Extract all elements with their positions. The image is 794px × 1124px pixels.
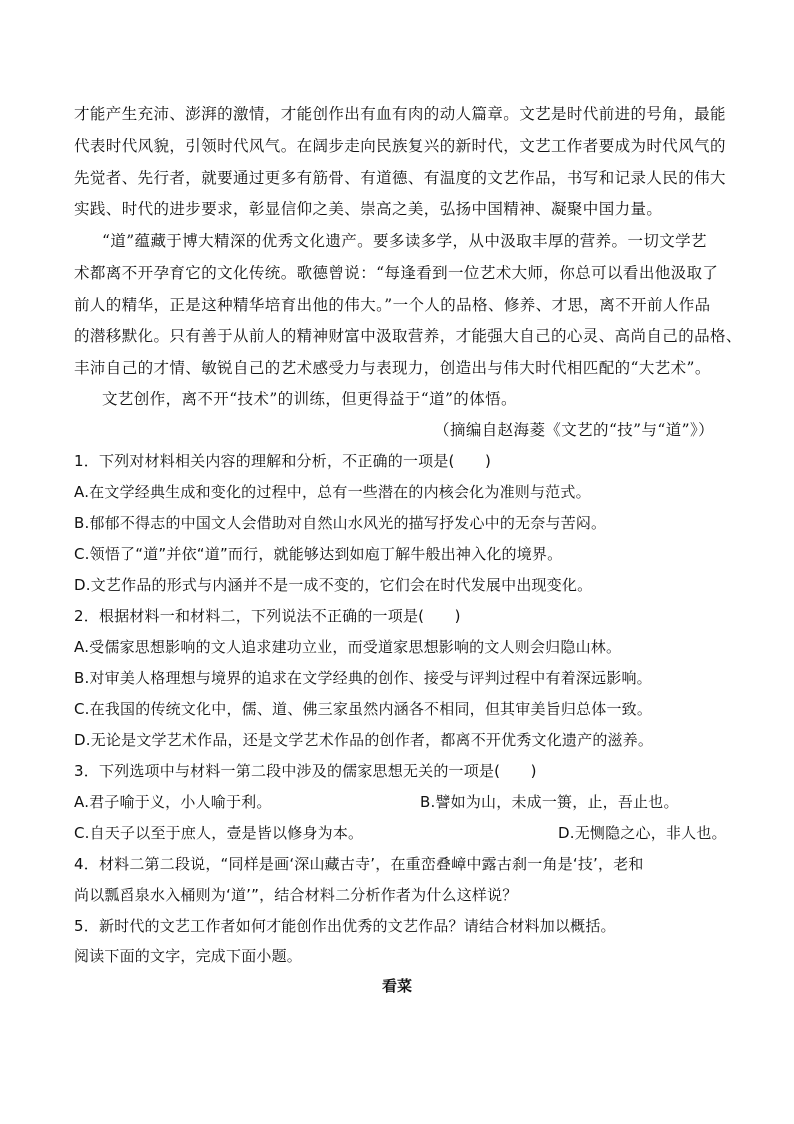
source-citation: （摘编自赵海菱《文艺的“技”与“道”》） [434,421,714,439]
question-2-option-c: C.在我国的传统文化中，儒、道、佛三家虽然内涵各不相同，但其审美旨归总体一致。 [74,700,653,718]
question-1-option-d: D.文艺作品的形式与内涵并不是一成不变的，它们会在时代发展中出现变化。 [74,576,593,594]
passage-line: 代表时代风貌，引领时代风气。在阔步走向民族复兴的新时代，文艺工作者要成为时代风气的 [74,137,726,155]
passage-line: 前人的精华，正是这种精华培育出他的伟大。”一个人的品格、修养、才思，离不开前人作品 [74,296,711,314]
passage-line: 才能产生充沛、澎湃的激情，才能创作出有血有肉的动人篇章。文艺是时代前进的号角，最能 [74,105,726,123]
next-passage-title: 看菜 [381,977,412,995]
question-4-line: 4．材料二第二段说，“同样是画‘深山藏古寺’，在重峦叠嶂中露古刹一角是‘技’，老和 [74,855,644,873]
question-2-option-b: B.对审美人格理想与境界的追求在文学经典的创作、接受与评判过程中有着深远影响。 [74,669,652,687]
question-4-line: 尚以瓢舀泉水入桶则为‘道’”，结合材料二分析作者为什么这样说？ [74,886,518,904]
passage-line: “道”蕴藏于博大精深的优秀文化遗产。要多读多学，从中汲取丰厚的营养。一切文学艺 [102,232,707,250]
question-1-option-c: C.领悟了“道”并依“道”而行，就能够达到如庖丁解牛般出神入化的境界。 [74,545,563,563]
question-5: 5．新时代的文艺工作者如何才能创作出优秀的文艺作品？请结合材料加以概括。 [74,917,616,935]
question-3-options-row-1 [74,792,724,812]
question-3-option-c: C.自天子以至于庶人，壹是皆以修身为本。 [74,824,364,842]
question-3-option-a: A.君子喻于义，小人喻于利。 [74,793,272,811]
question-1-stem: 1．下列对材料相关内容的理解和分析，不正确的一项是( ) [74,452,492,470]
question-2-stem: 2．根据材料一和材料二，下列说法不正确的一项是( ) [74,607,461,625]
reading-instruction: 阅读下面的文字，完成下面小题。 [74,947,303,965]
question-2-option-a: A.受儒家思想影响的文人追求建功立业，而受道家思想影响的文人则会归隐山林。 [74,638,622,656]
passage-line: 文艺创作，离不开“技术”的训练，但更得益于“道”的体悟。 [102,390,517,408]
passage-line: 先觉者、先行者，就要通过更多有筋骨、有道德、有温度的文艺作品，书写和记录人民的伟大 [74,169,726,187]
question-3-option-b: B.譬如为山，未成一篑，止，吾止也。 [420,793,679,811]
question-1-option-a: A.在文学经典生成和变化的过程中，总有一些潜在的内核会化为准则与范式。 [74,483,591,501]
passage-line: 丰沛自己的才情、敏锐自己的艺术感受力与表现力，创造出与伟大时代相匹配的“大艺术”。 [74,359,711,377]
question-1-option-b: B.郁郁不得志的中国文人会借助对自然山水风光的描写抒发心中的无奈与苦闷。 [74,514,607,532]
passage-line: 术都离不开孕育它的文化传统。歌德曾说：“每逢看到一位艺术大师，你总可以看出他汲取了 [74,264,719,282]
question-3-stem: 3．下列选项中与材料一第二段中涉及的儒家思想无关的一项是( ) [74,762,537,780]
passage-line: 的潜移默化。只有善于从前人的精神财富中汲取营养，才能强大自己的心灵、高尚自己的品格、 [74,327,742,345]
passage-line: 实践、时代的进步要求，彰显信仰之美、崇高之美，弘扬中国精神、凝聚中国力量。 [74,200,663,218]
question-3-options-row-2 [74,823,727,843]
question-3-option-d: D.无恻隐之心，非人也。 [558,824,727,842]
question-2-option-d: D.无论是文学艺术作品，还是文学艺术作品的创作者，都离不开优秀文化遗产的滋养。 [74,731,654,749]
